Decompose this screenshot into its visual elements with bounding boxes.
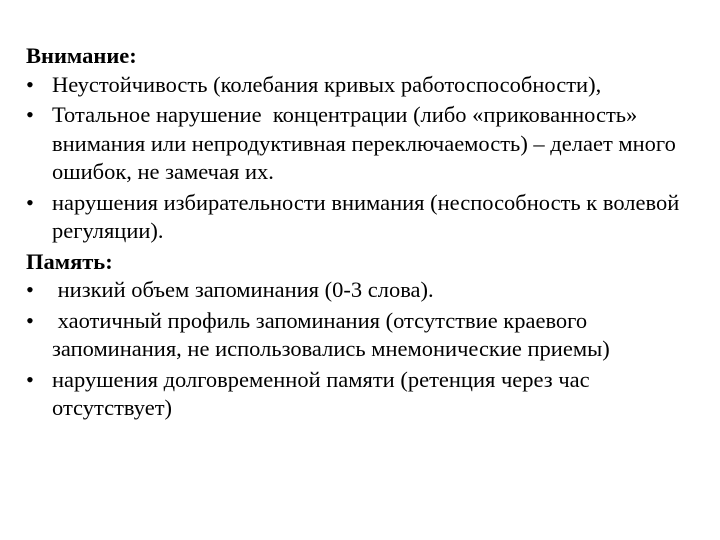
section-heading-attention: Внимание: bbox=[26, 43, 137, 68]
list-item-text: Неустойчивость (колебания кривых работоспособности), bbox=[52, 71, 602, 97]
list-item-text: хаотичный профиль запоминания (отсутствие краевого запоминания, не использовались мнемонические приемы) bbox=[52, 307, 610, 361]
bullet-icon: • bbox=[26, 307, 34, 333]
list-item bbox=[26, 189, 706, 246]
list-item bbox=[26, 366, 706, 423]
attention-list bbox=[26, 71, 706, 246]
list-item bbox=[26, 276, 706, 305]
list-item-text: нарушения долговременной памяти (ретенция через час отсутствует) bbox=[52, 366, 596, 420]
list-item-text: низкий объем запоминания (0-3 слова). bbox=[52, 277, 434, 302]
list-item-text: Тотальное нарушение концентрации (либо «прикованность» внимания или непродуктивная переключаемость) – делает много ошибок, не замечая их. bbox=[52, 102, 682, 184]
list-item bbox=[26, 101, 706, 187]
bullet-icon: • bbox=[26, 366, 34, 392]
section-heading-memory: Память: bbox=[26, 248, 113, 274]
bullet-icon: • bbox=[26, 102, 34, 127]
bullet-icon: • bbox=[26, 189, 34, 215]
list-item bbox=[26, 71, 706, 100]
memory-list bbox=[26, 276, 706, 423]
bullet-icon: • bbox=[26, 277, 34, 302]
list-item bbox=[26, 307, 706, 364]
bullet-icon: • bbox=[26, 71, 34, 97]
slide-content bbox=[26, 42, 706, 425]
list-item-text: нарушения избирательности внимания (неспособность к волевой регуляции). bbox=[52, 189, 685, 243]
